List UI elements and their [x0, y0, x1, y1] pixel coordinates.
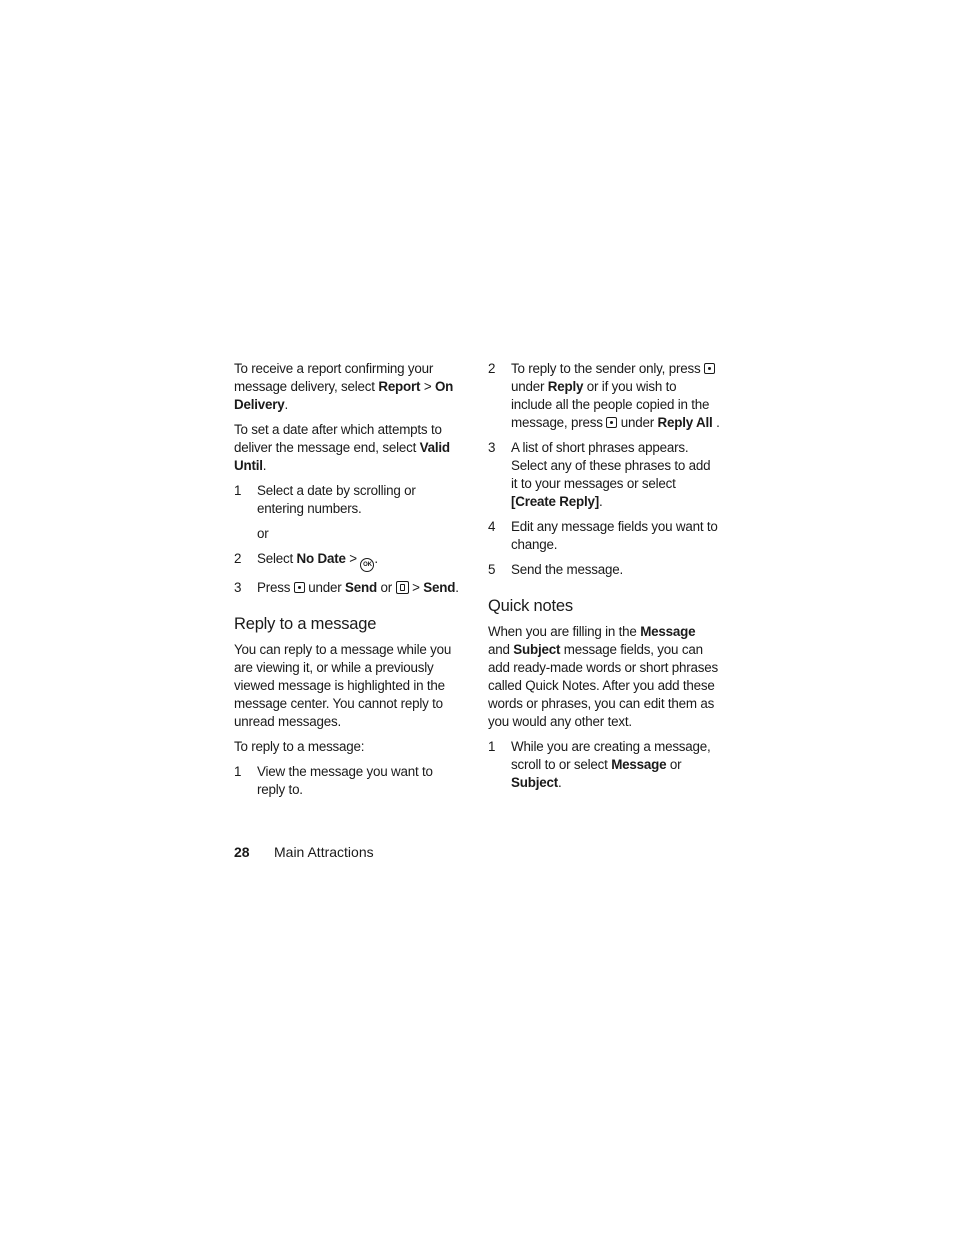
valid-until-paragraph: To set a date after which attempts to deliver the message end, select Valid Until. — [234, 422, 450, 473]
left-column — [234, 360, 462, 806]
menu-key-icon — [396, 581, 409, 594]
reply-intro-paragraph: You can reply to a message while you are viewing it, or while a previously viewed message is highlighted in the message center. You cannot reply to unread messages. — [234, 642, 452, 729]
step-send-message: 5 Send the message. — [488, 562, 623, 577]
step-view-message: 1 View the message you want to reply to. — [234, 764, 433, 797]
step-edit-fields: 4 Edit any message fields you want to change. — [488, 519, 718, 552]
step-select-date: 1 Select a date by scrolling or entering numbers. — [234, 483, 416, 516]
step-reply-sender: 2 To reply to the sender only, press under Reply or if you wish to include all the people copied in the message, press under Reply All . — [488, 361, 720, 430]
reply-lead-in: To reply to a message: — [234, 739, 365, 754]
soft-key-icon — [606, 417, 617, 428]
right-column — [488, 360, 720, 799]
ok-key-icon: OK — [360, 558, 374, 572]
page-number: 28 — [234, 844, 250, 860]
reply-heading: Reply to a message — [234, 615, 377, 633]
delivery-report-paragraph: To receive a report confirming your message delivery, select Report > On Delivery. — [234, 361, 454, 412]
page-footer — [234, 842, 374, 862]
step-no-date: 2 Select No Date > OK . — [234, 550, 462, 572]
step-scroll-select: 1 While you are creating a message, scroll to or select Message or Subject. — [488, 739, 711, 790]
or-separator: or — [257, 526, 269, 541]
quick-notes-paragraph: When you are filling in the Message and Subject message fields, you can add ready-made words or short phrases called Quick Notes. After you add these words or phrases, you can edit them as you would any other text. — [488, 624, 719, 729]
step-press-send: 3 Press under Send or > Send. — [234, 580, 459, 595]
section-title: Main Attractions — [274, 844, 374, 860]
step-short-phrases: 3 A list of short phrases appears. Select any of these phrases to add it to your messages or select [Create Reply]. — [488, 440, 711, 509]
soft-key-icon — [704, 363, 715, 374]
soft-key-icon — [294, 582, 305, 593]
quick-notes-heading: Quick notes — [488, 597, 573, 615]
